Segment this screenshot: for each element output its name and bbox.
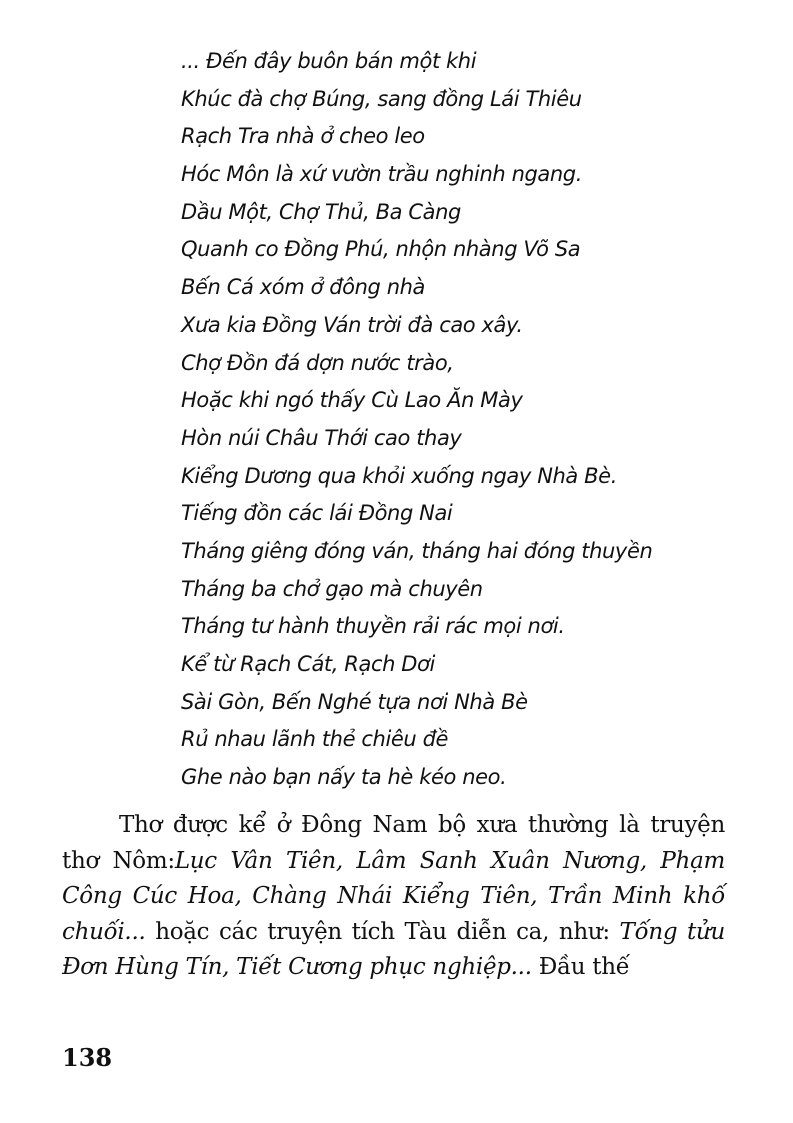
poem-line: Kiểng Dương qua khỏi xuống ngay Nhà Bè. <box>181 463 617 488</box>
page-number: 138 <box>62 1043 113 1072</box>
poem-line: Sài Gòn, Bến Nghé tựa nơi Nhà Bè <box>181 689 528 714</box>
poem-line: Hóc Môn là xứ vườn trầu nghinh ngang. <box>181 162 582 187</box>
poem <box>181 46 652 800</box>
paragraph-text: hoặc các truyện tích Tàu diễn ca, như: <box>145 918 620 945</box>
poem-line: Tháng giêng đóng ván, tháng hai đóng thuyền <box>181 538 653 563</box>
poem-line: Rủ nhau lãnh thẻ chiêu đề <box>181 727 449 752</box>
prose-paragraph <box>62 808 725 986</box>
poem-line: Quanh co Đồng Phú, nhộn nhàng Võ Sa <box>181 237 581 262</box>
paragraph <box>62 808 725 986</box>
italic-titles: Lục Vân Tiên, Lâm Sanh Xuân Nương, Phạm Công Cúc Hoa, Chàng Nhái Kiểng Tiên, Trần Minh khố chuối... <box>62 847 725 945</box>
poem-line: Kể từ Rạch Cát, Rạch Dơi <box>181 652 435 676</box>
poem-line: Chợ Đồn đá dợn nước trào, <box>181 350 454 375</box>
poem-line: Dầu Một, Chợ Thủ, Ba Càng <box>181 199 461 224</box>
poem-line: Khúc đà chợ Búng, sang đồng Lái Thiêu <box>181 86 582 111</box>
paragraph-text: Thơ được kể ở Đông Nam bộ xưa thường là truyện thơ Nôm: <box>62 812 725 874</box>
italic-titles: Tống tửu Đơn Hùng Tín, Tiết Cương phục nghiệp... <box>62 918 725 980</box>
poem-line: Hoặc khi ngó thấy Cù Lao Ăn Mày <box>181 388 523 413</box>
poem-line: Tiếng đồn các lái Đồng Nai <box>181 501 453 526</box>
paragraph-text: Đầu thế <box>531 954 630 980</box>
poem-line: Rạch Tra nhà ở cheo leo <box>181 124 425 149</box>
poem-line: Hòn núi Châu Thới cao thay <box>181 425 462 450</box>
poem-line: Tháng ba chở gạo mà chuyên <box>181 576 483 601</box>
poem-line: Ghe nào bạn nấy ta hè kéo neo. <box>181 765 507 790</box>
poem-line: Xưa kia Đồng Ván trời đà cao xây. <box>181 312 523 337</box>
poem-line: Bến Cá xóm ở đông nhà <box>181 275 426 300</box>
poem-line: Tháng tư hành thuyền rải rác mọi nơi. <box>181 614 565 639</box>
poem-line: ... Đến đây buôn bán một khi <box>181 49 477 73</box>
